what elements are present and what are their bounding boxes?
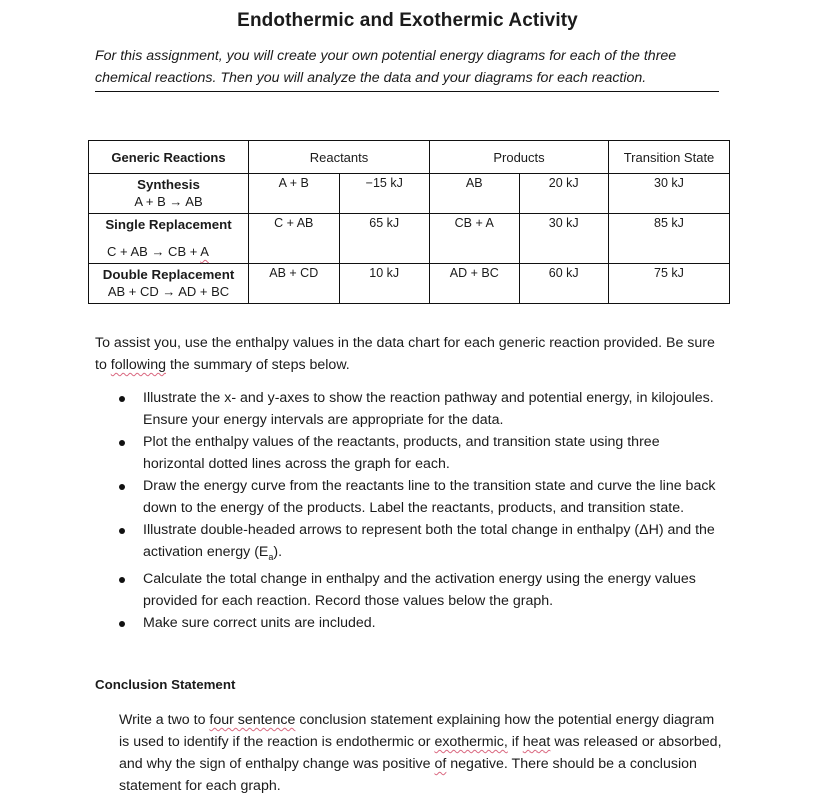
transition-state-cell: 30 kJ: [609, 174, 730, 214]
assist-text: To assist you, use the enthalpy values in the data chart for each generic reaction provided. Be sure to: [95, 335, 715, 373]
bullet-icon: [119, 577, 125, 583]
bullet-icon: [119, 440, 125, 446]
conclusion-text: conclusion statement explaining how the potential energy diagram is used to identify if the reaction is endothermic or: [119, 712, 715, 750]
step-text: Plot the enthalpy values of the reactants, products, and transition state using three horizontal dotted lines across the graph for each.: [143, 434, 660, 472]
list-item: [95, 612, 720, 634]
conclusion-text: Write a two to: [119, 712, 210, 728]
header-generic-reactions: Generic Reactions: [89, 141, 249, 174]
list-item: [95, 519, 720, 568]
page-title: Endothermic and Exothermic Activity: [237, 10, 578, 31]
reactant-energy-cell: −15 kJ: [339, 174, 430, 214]
spelling-flag[interactable]: four sentence: [209, 712, 296, 728]
reaction-name: Double Replacement: [102, 267, 235, 282]
table-row: [89, 214, 730, 264]
conclusion-text: was released or absorbed, and why the sign of enthalpy change was positive: [119, 734, 722, 772]
step-text: Illustrate double-headed arrows to represent both the total change in enthalpy (ΔH) and the activation energy (E: [143, 522, 715, 560]
table-row: [89, 264, 730, 304]
product-energy-cell: 60 kJ: [519, 264, 609, 304]
spelling-flag[interactable]: of: [434, 756, 447, 772]
products-cell: AD + BC: [430, 264, 520, 304]
conclusion-heading: Conclusion Statement: [95, 677, 236, 692]
reaction-cell: [89, 264, 249, 304]
bullet-icon: [119, 484, 125, 490]
step-text: Make sure correct units are included.: [143, 614, 376, 631]
transition-state-cell: 85 kJ: [609, 214, 730, 264]
spelling-flag[interactable]: following: [110, 357, 166, 373]
spelling-flag[interactable]: A: [200, 244, 209, 259]
assist-text: the summary of steps below.: [166, 357, 350, 373]
step-text: Draw the energy curve from the reactants line to the transition state and curve the line back down to the energy of the products. Label the reactants, products, and transition state.: [143, 478, 716, 516]
reactants-cell: C + AB: [249, 214, 340, 264]
list-item: [95, 387, 720, 431]
transition-state-cell: 75 kJ: [609, 264, 730, 304]
product-energy-cell: 20 kJ: [519, 174, 609, 214]
header-transition-state: Transition State: [609, 141, 730, 174]
intro-paragraph: For this assignment, you will create your own potential energy diagrams for each of the three chemical reactions. Then you will analyze the data and your diagrams for each reaction.: [95, 45, 719, 92]
reactions-table: [88, 140, 730, 304]
steps-list: [95, 387, 720, 634]
products-cell: CB + A: [430, 214, 520, 264]
reactants-cell: A + B: [249, 174, 340, 214]
reaction-name: Synthesis: [137, 177, 200, 192]
table-header-row: [89, 141, 730, 174]
reaction-cell: [89, 174, 249, 214]
equation-text: C + AB → CB +: [107, 244, 201, 259]
conclusion-text: negative. There should be a conclusion statement for each graph.: [119, 756, 697, 794]
step-text: ).: [273, 544, 283, 560]
header-products: Products: [430, 141, 609, 174]
spelling-flag[interactable]: exothermic,: [434, 734, 508, 750]
reactant-energy-cell: 65 kJ: [339, 214, 430, 264]
table-row: [89, 174, 730, 214]
spelling-flag[interactable]: heat: [522, 734, 551, 750]
step-text: Illustrate the x- and y-axes to show the reaction pathway and potential energy, in kilojoules. Ensure your energy intervals are appropriate for the data.: [143, 390, 714, 428]
assist-paragraph: [95, 332, 720, 376]
conclusion-paragraph: [119, 709, 724, 797]
reaction-equation: A + B → AB: [134, 194, 203, 209]
subscript: a: [268, 551, 274, 562]
bullet-icon: [119, 396, 125, 402]
products-cell: AB: [430, 174, 520, 214]
reactants-cell: AB + CD: [249, 264, 340, 304]
conclusion-text: if: [507, 734, 523, 750]
reaction-equation: [93, 243, 244, 261]
header-reactants: Reactants: [249, 141, 430, 174]
reaction-equation: AB + CD → AD + BC: [107, 284, 230, 299]
step-text: Calculate the total change in enthalpy and the activation energy using the energy values provided for each reaction. Record those values below the graph.: [143, 570, 696, 609]
reaction-cell: [89, 214, 249, 264]
reaction-name: Single Replacement: [105, 217, 232, 232]
product-energy-cell: 30 kJ: [519, 214, 609, 264]
list-item: [95, 568, 720, 612]
bullet-icon: [119, 621, 125, 627]
list-item: [95, 431, 720, 475]
reactant-energy-cell: 10 kJ: [339, 264, 430, 304]
list-item: [95, 475, 720, 519]
bullet-icon: [119, 528, 125, 534]
